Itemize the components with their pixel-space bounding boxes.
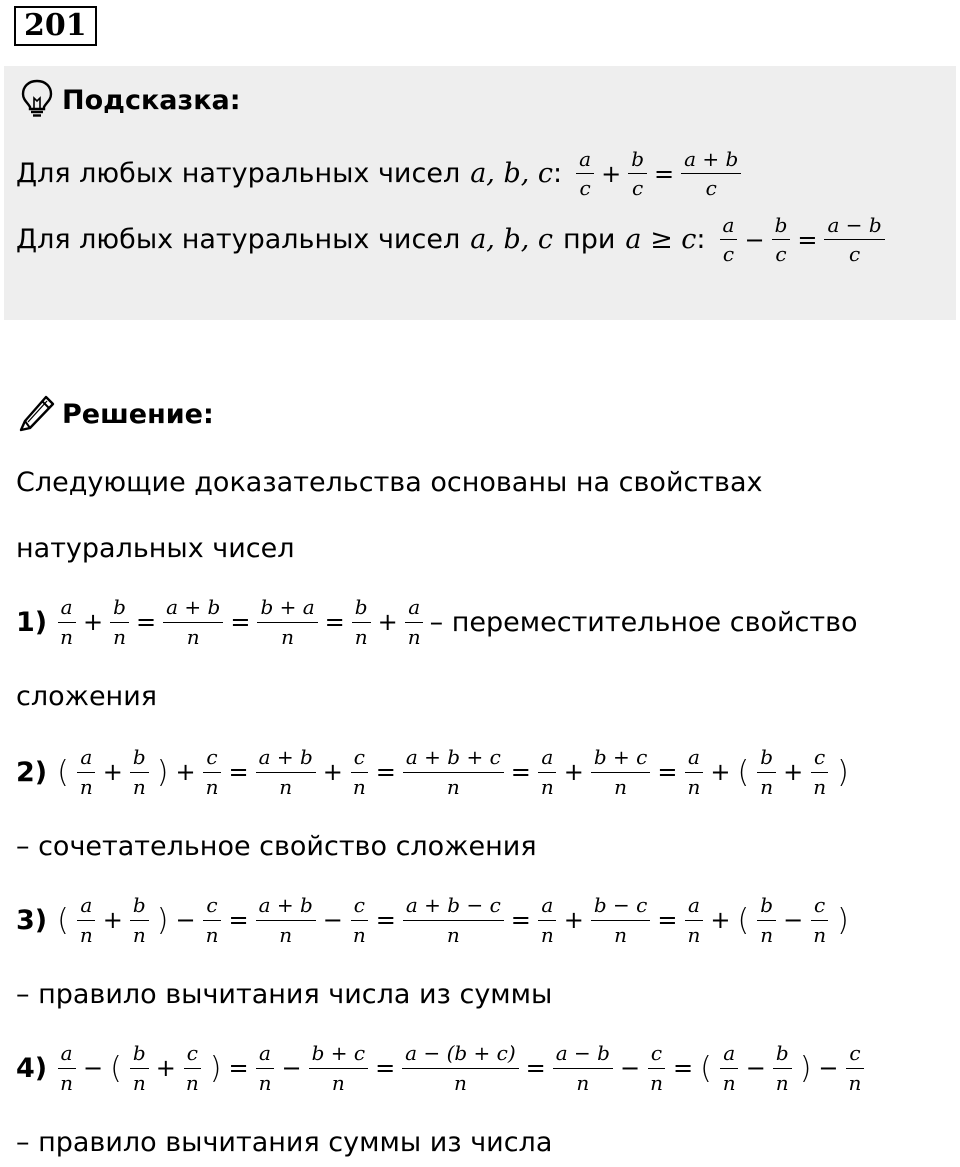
- operator: −: [745, 1054, 766, 1082]
- problem-number: 201: [14, 6, 97, 46]
- solution-item-3: [16, 888, 853, 952]
- fraction: $\frac{a + b}{n}$: [256, 894, 316, 946]
- parenthesis: ): [156, 902, 169, 938]
- equals-sign: =: [510, 906, 531, 934]
- hint-vars: a, b, c: [470, 224, 554, 256]
- fraction: $\frac{a}{n}$: [538, 746, 557, 798]
- hint-title: Подсказка:: [62, 84, 241, 116]
- fraction: $\frac{b}{n}$: [130, 894, 149, 946]
- item-number: 1): [16, 606, 48, 638]
- fraction: $\frac{b}{n}$: [773, 1042, 792, 1094]
- property-description: – переместительное свойство: [429, 606, 858, 638]
- hint-line-subtraction: [16, 214, 889, 266]
- parenthesis: (: [110, 1050, 122, 1086]
- fraction: $\frac{c}{n}$: [183, 1042, 202, 1094]
- equals-sign: =: [228, 1054, 249, 1082]
- operator: −: [83, 1054, 104, 1082]
- fraction: $\frac{a}{n}$: [57, 596, 76, 648]
- item-number: 2): [16, 756, 48, 788]
- fraction: $\frac{b}{c}$: [772, 214, 791, 266]
- equals-sign: =: [654, 159, 675, 188]
- item-number: 4): [16, 1052, 48, 1084]
- equals-sign: =: [228, 906, 249, 934]
- operator: −: [619, 1054, 641, 1082]
- property-description-cont: сложения: [16, 680, 157, 712]
- fraction: $\frac{a + b - c}{n}$: [403, 894, 504, 946]
- hint-vars: a, b, c: [470, 158, 554, 190]
- parenthesis: (: [737, 902, 750, 938]
- operator: +: [563, 758, 584, 786]
- operator: +: [322, 758, 343, 786]
- operator: +: [102, 906, 123, 934]
- pencil-icon: [16, 391, 58, 437]
- equals-sign: =: [510, 758, 531, 786]
- fraction: $\frac{a}{n}$: [684, 894, 703, 946]
- operator: −: [175, 906, 196, 934]
- fraction: $\frac{a}{n}$: [538, 894, 557, 946]
- hint-colon: :: [553, 158, 563, 190]
- operator: +: [710, 906, 731, 934]
- hint-header: [20, 78, 241, 122]
- item-number: 3): [16, 904, 48, 936]
- hint-condition: a ≥ c: [625, 224, 697, 256]
- equals-sign: =: [136, 608, 157, 636]
- fraction: $\frac{a - b}{n}$: [553, 1042, 613, 1094]
- fraction: $\frac{c}{n}$: [647, 1042, 666, 1094]
- equals-sign: =: [672, 1054, 694, 1082]
- operator: +: [783, 758, 804, 786]
- equals-sign: =: [375, 906, 396, 934]
- operator: −: [818, 1054, 839, 1082]
- fraction: $\frac{c}{n}$: [810, 746, 829, 798]
- fraction: $\frac{a}{n}$: [720, 1042, 739, 1094]
- operator: −: [744, 225, 765, 254]
- fraction: $\frac{b + a}{n}$: [257, 596, 317, 648]
- fraction: $\frac{c}{n}$: [203, 746, 222, 798]
- operator: −: [322, 906, 343, 934]
- fraction: $\frac{b - c}{n}$: [591, 894, 650, 946]
- fraction: $\frac{a}{n}$: [256, 1042, 275, 1094]
- equals-sign: =: [797, 225, 818, 254]
- hint-box: [4, 66, 956, 320]
- fraction: $\frac{a}{n}$: [77, 894, 96, 946]
- operator: +: [710, 758, 731, 786]
- fraction: $\frac{c}{n}$: [810, 894, 829, 946]
- fraction: $\frac{c}{n}$: [350, 746, 369, 798]
- fraction: $\frac{c}{n}$: [846, 1042, 865, 1094]
- fraction: $\frac{b + c}{n}$: [591, 746, 650, 798]
- solution-title: Решение:: [62, 398, 214, 430]
- fraction: $\frac{b}{n}$: [757, 894, 776, 946]
- hint-line-addition: [16, 148, 745, 200]
- operator: +: [155, 1054, 176, 1082]
- equals-sign: =: [657, 758, 678, 786]
- fraction: $\frac{a + b + c}{n}$: [403, 746, 504, 798]
- fraction: $\frac{a + b}{c}$: [681, 148, 741, 200]
- equals-sign: =: [375, 758, 396, 786]
- fraction: $\frac{b}{n}$: [130, 746, 149, 798]
- solution-item-4: [16, 1036, 868, 1100]
- parenthesis: ): [837, 902, 849, 938]
- parenthesis: (: [57, 754, 69, 790]
- solution-item-1: [16, 590, 858, 654]
- fraction: $\frac{b}{n}$: [110, 596, 129, 648]
- parenthesis: ): [209, 1050, 222, 1086]
- property-description: – правило вычитания числа из суммы: [16, 978, 553, 1010]
- operator: +: [175, 758, 196, 786]
- parenthesis: (: [737, 754, 750, 790]
- fraction: $\frac{a - b}{c}$: [824, 214, 884, 266]
- fraction: $\frac{b}{n}$: [352, 596, 371, 648]
- fraction: $\frac{a}{c}$: [720, 214, 738, 266]
- fraction: $\frac{b + c}{n}$: [309, 1042, 368, 1094]
- solution-intro-line2: натуральных чисел: [16, 532, 295, 564]
- fraction: $\frac{a}{c}$: [576, 148, 594, 200]
- fraction: $\frac{c}{n}$: [350, 894, 369, 946]
- hint-text: Для любых натуральных чисел: [16, 224, 461, 256]
- operator: −: [281, 1054, 302, 1082]
- operator: −: [783, 906, 804, 934]
- operator: +: [601, 159, 622, 188]
- hint-pri: при: [563, 224, 616, 256]
- fraction: $\frac{a - (b + c)}{n}$: [402, 1042, 518, 1094]
- fraction: $\frac{a}{n}$: [405, 596, 424, 648]
- parenthesis: ): [799, 1050, 812, 1086]
- equals-sign: =: [228, 758, 249, 786]
- operator: +: [563, 906, 584, 934]
- parenthesis: ): [837, 754, 849, 790]
- parenthesis: (: [57, 902, 69, 938]
- parenthesis: ): [156, 754, 169, 790]
- equals-sign: =: [230, 608, 251, 636]
- operator: +: [377, 608, 398, 636]
- equals-sign: =: [657, 906, 678, 934]
- parenthesis: (: [700, 1050, 712, 1086]
- fraction: $\frac{b}{n}$: [757, 746, 776, 798]
- equals-sign: =: [324, 608, 345, 636]
- solution-item-2: [16, 740, 853, 804]
- fraction: $\frac{a + b}{n}$: [256, 746, 316, 798]
- lightbulb-icon: [20, 78, 54, 122]
- operator: +: [102, 758, 123, 786]
- fraction: $\frac{a}{n}$: [684, 746, 703, 798]
- fraction: $\frac{b}{n}$: [130, 1042, 149, 1094]
- property-description: – правило вычитания суммы из числа: [16, 1126, 553, 1158]
- solution-intro-line1: Следующие доказательства основаны на свойствах: [16, 466, 763, 498]
- equals-sign: =: [525, 1054, 546, 1082]
- fraction: $\frac{a}{n}$: [77, 746, 96, 798]
- solution-header: [16, 391, 214, 437]
- property-description: – сочетательное свойство сложения: [16, 830, 537, 862]
- operator: +: [83, 608, 104, 636]
- fraction: $\frac{b}{c}$: [628, 148, 647, 200]
- hint-text: Для любых натуральных чисел: [16, 158, 461, 190]
- fraction: $\frac{c}{n}$: [203, 894, 222, 946]
- equals-sign: =: [375, 1054, 396, 1082]
- hint-colon: :: [696, 224, 706, 256]
- fraction: $\frac{a + b}{n}$: [163, 596, 223, 648]
- fraction: $\frac{a}{n}$: [57, 1042, 76, 1094]
